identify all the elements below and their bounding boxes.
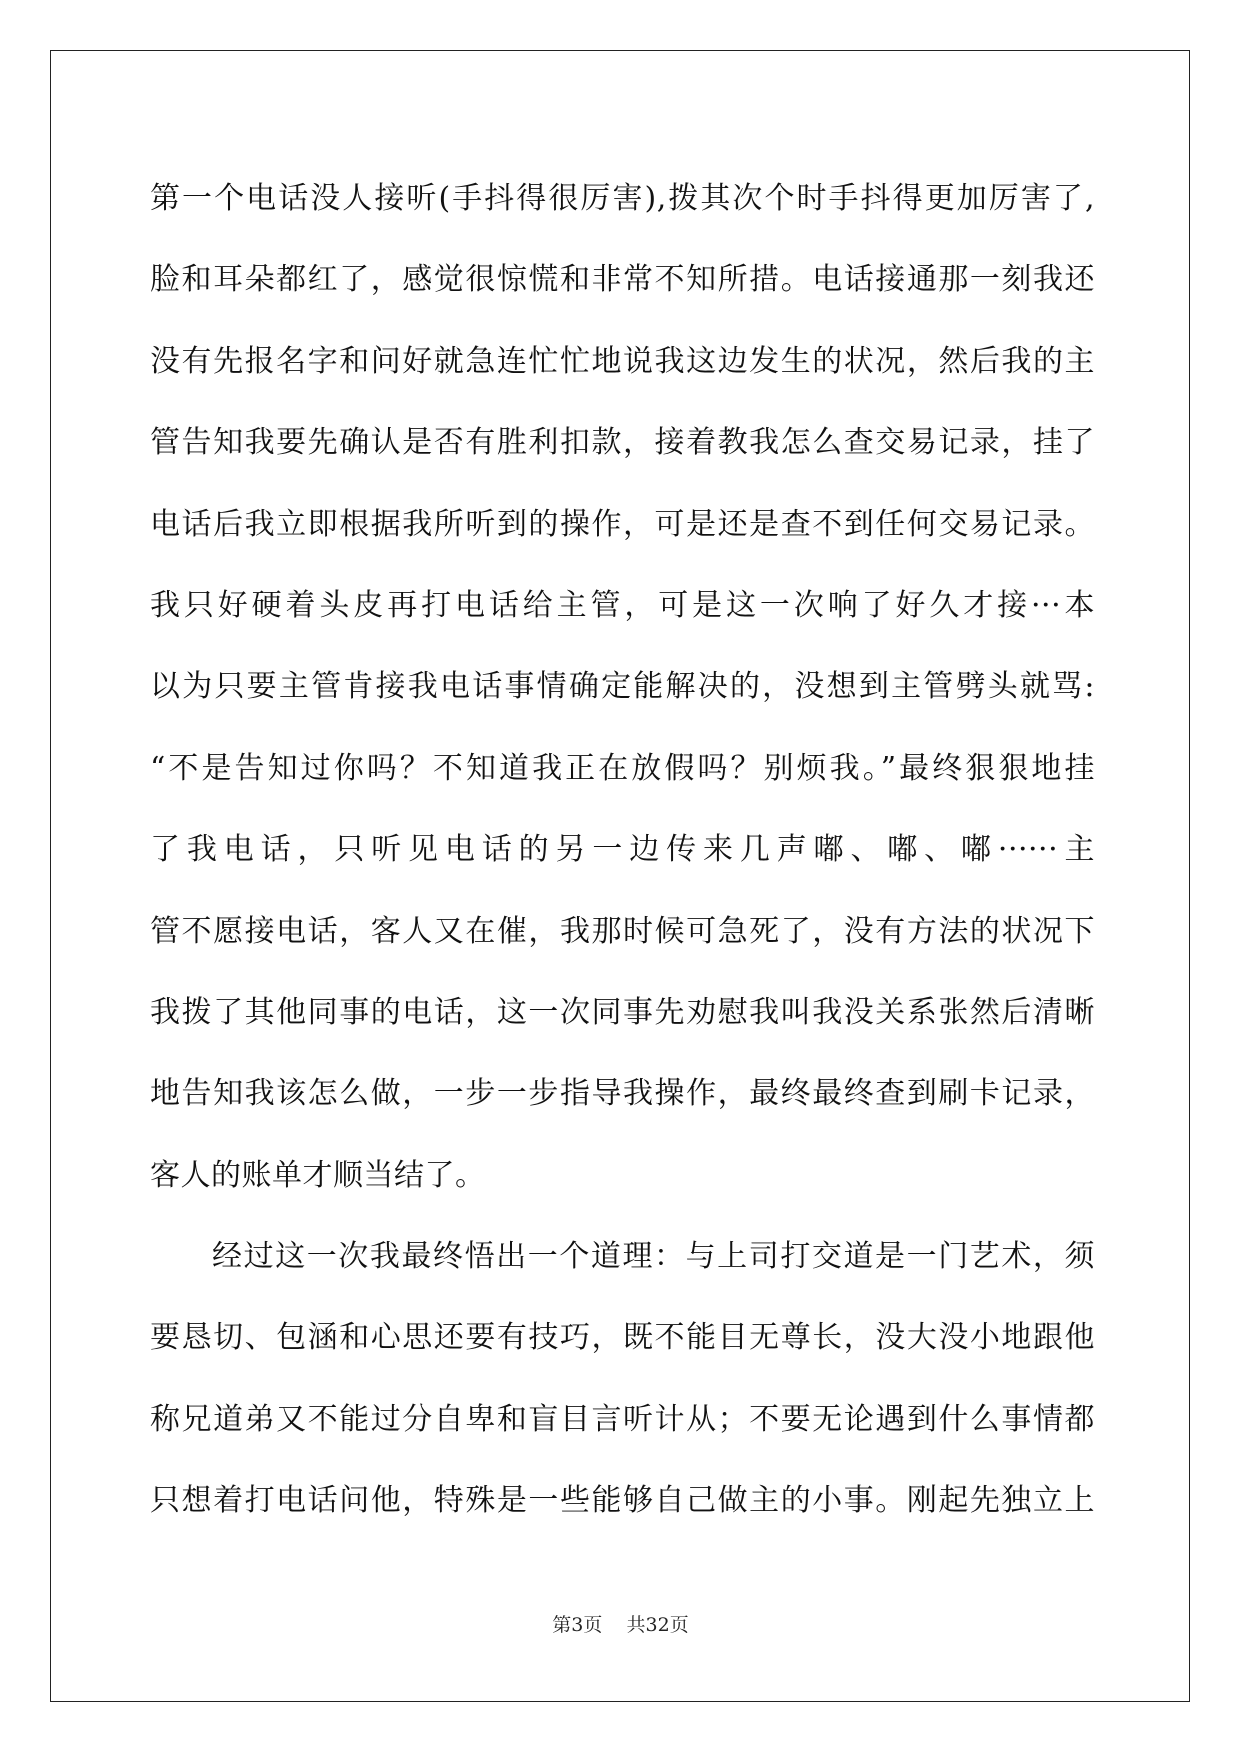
text-line: 我只好硬着头皮再打电话给主管，可是这一次响了好久才接···本 xyxy=(150,587,1095,623)
paragraph-first-line: 经过这一次我最终悟出一个道理：与上司打交道是一门艺术，须 xyxy=(212,1239,1095,1275)
page-footer xyxy=(0,1610,1241,1637)
text-line: 第一个电话没人接听(手抖得很厉害),拨其次个时手抖得更加厉害了, xyxy=(150,181,1095,216)
text-line: 电话后我立即根据我所听到的操作，可是还是查不到任何交易记录。 xyxy=(150,506,1095,542)
text-line: 脸和耳朵都红了，感觉很惊慌和非常不知所措。电话接通那一刻我还 xyxy=(150,262,1095,298)
text-line: 没有先报名字和问好就急连忙忙地说我这边发生的状况，然后我的主 xyxy=(150,343,1095,379)
text-line: 以为只要主管肯接我电话事情确定能解决的，没想到主管劈头就骂: xyxy=(150,669,1095,705)
text-line: “不是告知过你吗？不知道我正在放假吗？别烦我。”最终狠狠地挂 xyxy=(150,750,1095,786)
text-line: 称兄道弟又不能过分自卑和盲目言听计从；不要无论遇到什么事情都 xyxy=(150,1401,1095,1437)
text-line: 客人的账单才顺当结了。 xyxy=(150,1157,486,1193)
body-text xyxy=(150,158,1095,1542)
text-line: 要恳切、包涵和心思还要有技巧，既不能目无尊长，没大没小地跟他 xyxy=(150,1320,1095,1356)
page-number: 第3页 xyxy=(552,1614,603,1636)
text-line: 只想着打电话问他，特殊是一些能够自己做主的小事。刚起先独立上 xyxy=(150,1483,1095,1519)
text-line: 管不愿接电话，客人又在催，我那时候可急死了，没有方法的状况下 xyxy=(150,913,1095,949)
text-line: 了我电话，只听见电话的另一边传来几声嘟、嘟、嘟······主 xyxy=(150,832,1095,868)
text-line: 管告知我要先确认是否有胜利扣款，接着教我怎么查交易记录，挂了 xyxy=(150,425,1095,461)
text-line: 我拨了其他同事的电话，这一次同事先劝慰我叫我没关系张然后清晰 xyxy=(150,994,1095,1030)
page-total: 共32页 xyxy=(626,1614,689,1636)
text-line: 地告知我该怎么做，一步一步指导我操作，最终最终查到刷卡记录， xyxy=(150,1076,1095,1112)
